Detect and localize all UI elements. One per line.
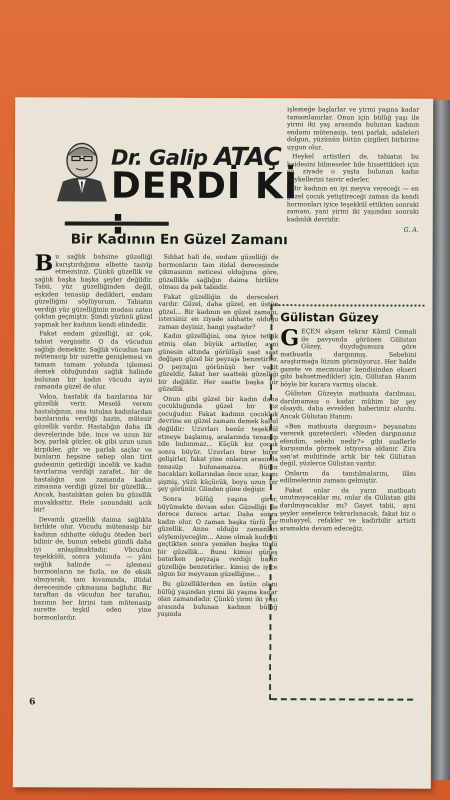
paragraph: «Ben matbuata dargınım» beyanatını vererek gazetecileri: «Neden dargınsınız efendim, sebebi nedir?» gibi suallerle karşısında görmek istiyorsa aldanır. Zira san'at muhitinde artık bir tek Gülistan değil, yüzlerce Gülistan vardır. <box>279 422 417 468</box>
paragraph: Heykel artistleri de, tabiatın bu kaidesini bilmeseler bile hissettikleri için en ziyade o yaşta bulunan kadın heykellerini tasvir ederler. <box>286 153 420 184</box>
article-headline: Bir Kadının En Güzel Zamanı <box>70 231 288 249</box>
paragraph: Bir kadının en iyi meyva vereceği — en güzel çocuk yetiştireceği zaman da kendi hormonları iyice teşekkül ettikten sonraki zamanı, yani yirmi iki yaşından sonraki kadınlık devridir. <box>286 185 419 224</box>
page-number: 6 <box>29 697 36 708</box>
sidebar-box <box>269 304 424 701</box>
article-signature: G. A. <box>403 226 419 234</box>
paragraph: Fakat güzelliğin de dereceleri vardır. Güzel, daha güzel, en üstün güzel... Bir kadının en güzel zamanı, istersiniz en ziyade sıhhatte olduğu zaman deyiniz, hangi yaştadır? <box>158 293 279 332</box>
banner-prefix: Dr. <box>110 145 143 170</box>
banner-name: Galip <box>149 145 208 170</box>
paragraph: Onun gibi güzel bir kadın daha çocukluğunda güzel bir kız çocuğudur. Fakat kadının çocukluk devrine en güzel zamanı demek kabul değildir: Uzuvları henüz teşekkül etmeye başlamış, aralarında tenasüp bile bulunmaz... Küçük kız çocuk sonra büyür. Uzuvları birer birer gelişirler, fakat yine onların arasında tenasüp bulunamazsa. Bütün bacakları kollarından önce uzar, karnı şişmiş, yüzü küçücük, boyu uzun bir şey görünür. Günden güne değişir. <box>157 395 279 494</box>
paragraph: Fakat endam güzelliği, az çok, tabiat vergisidir. O da vücudun sağlığı demektir. Sağlık vücudun tam mütenasip bir surette genişlemesi ve tamam tamam yolunda işlemesi demek olduğundan sağlık halinde bulunan bir kadın vücudu ayni zamanda güzel de olur. <box>34 330 153 391</box>
article-column-3 <box>287 106 419 236</box>
column-banner <box>111 142 311 242</box>
sidebar-text <box>279 325 417 533</box>
sidebar-title: Gülistan Güzey <box>280 310 379 325</box>
article-column-1 <box>33 250 153 624</box>
paragraph: Devamlı güzellik daima sağlıkla birlikte olur. Vücudu mütenasip bir kadının sıhhatte olduğu öteden beri bilinir de, bunun sebebi gündü daha iyi anlaşılmaktadır. Vücudun teşekkülü, sonra yolunda — yâni sağlık halinde — işlemesi hormonların ne fazla, ne de eksik olmıyarak, tam kıvamında, iltidal derecesinde çıkmasına bağlıdır. Bir taraftan da vücudun her tarafını, hazının her birini tam mütenasip surette teşkil eden yine hormonlardır. <box>33 515 152 622</box>
banner-main-title: DERDİ Kİ <box>110 165 299 208</box>
magazine-spine <box>432 100 450 780</box>
paragraph: Gülistan Güzeyin matbuata darılması, darılmaması o kadar mühim bir şey olsaydı, daha evvelden haberimiz olurdu. Ancak Gülistan Hanım: <box>280 390 417 421</box>
paragraph: Fakat onlar da yarın matbuatı unutmıyacaklar mı, onlar da Gülistan gibi darılmıyacaklar mı? Gayet tabii, ayni şeyler senelerce tekrarlanacak, fakat biz o muhayyel, refakler ve kadirbilir artisti aramakta devam edeceğiz. <box>279 487 416 533</box>
paragraph: işlemeğe başlarlar ve yirmi yaşına kadar tamamlanırlar. Onun için bülûğ yaşı ile yirmi iki yaş arasında bulunan kadının endamı mütenasip, teni parlak, adaleleri dolgun, yüzünün bütün çizgileri birbirine uygun olur. <box>287 106 420 152</box>
banner-rule <box>65 221 169 225</box>
banner-surname: ATAÇ <box>214 141 282 172</box>
article-column-2 <box>157 254 278 621</box>
paragraph-text: u sağlık bahsine güzelliği karıştırdığıma elbette tasvip etmezsiniz. Çünkü güzellik ve sağlık başka başka şeyler değildir. Tabii, yüz güzelliğinden değil, eskiden tenasüp dedikleri, endam güzelliğini söylüyorum. Tabiatın verdiği yüz güzelliğinin modası zaten çoktan geçmiştir. Şimdi yüzünü güzel yapmak her kadının kendi elindedir. <box>34 253 153 329</box>
paragraph: Bu güzelliklerden en üstün olanı bülûğ yaşından yirmi iki yaşına kadar olan zamandadır. Çünkü yirmi iki yaşı arasında bulunan kadının bülûğ yaşında <box>157 580 278 619</box>
paragraph: Onların da tanıtılmalarını, ilânı edilmelerinin zamanı gelmiştir. <box>279 470 416 485</box>
paragraph-text: EÇEN akşam tekrar Kâmil Cemali ile pavyonda görünen Gülistan Güzey, duyduğumuza göre matbuatla dargınmış. Sebebini araştırmağa lüzum görmüyoruz. Her halde gazete ve mecmualar kendisinden ekseri gibi bahsetmedikleri için, Gülistan Hanım böyle bir karara varmış olacak. <box>280 328 417 389</box>
paragraph <box>34 250 153 329</box>
drop-cap: B <box>34 250 54 277</box>
paragraph <box>280 325 417 389</box>
paragraph: Sonra bülûğ yaşına girer, büyümekte devam eder. Güzelliği de derece derece artar. Daha sonra kadın olur. O zaman başka türlü bir güzellik. Anne olduğu zamanları söylemiyeceğim... Anne olmak kudreti geçtikten sonra yeniden başka türlü bir güzellik... Bunu kimisi güneş batarken peyzaja verdiği hazin güzelliğe benzetirler.. kimisi de iyice olgun bir meyvanın güzelliğine... <box>157 495 278 579</box>
paragraph: Kadın güzelliğini, ona iyice tetkik etmiş olan büyük artistler, ayni günesin altında görülüşü saat saat değişen güzel bir peyzaja benzetirler. O peyzajın görünüşü her vakit güzeldir, fakat her saatteki güzelliği bir değildir. Her saatte başka bir güzellik. <box>158 333 279 394</box>
author-portrait-icon <box>53 135 111 201</box>
magazine-page <box>13 97 433 788</box>
drop-cap: G <box>280 325 300 352</box>
paragraph: Sıhhat hali de, endam güzelliği de hormonların tam itidal derecesinde çıkmasının neticesi olduğuna göre, güzellikle sağlığın daima birlikte olması da pek tabiidir. <box>158 253 279 292</box>
paragraph: Vakıa, hastalık da bazılarına bir güzellik verir. Meselâ verem hastalığının, ona tutulan kadınlardan bazılarında verdiği hazin, mütesir güzellik vardır. Hastalığın daha ilk devrelerinde bile, ince ve uzun bir boy, parlak gözler, ok gibi uzun uzun kirpikler, gür ve parlak saçlar ve bunların hepsine sebep olan tirit gudesinin getirdiği incelik ve kadın tavırlarına verdiği zarafet.. bir de hastalığın son zamanda kadın zimasına verdiği güzel bir güzellik... Ancak, hastalıktan gelen bu güzellik muvakkattir. Hele sonundaki acık bir! <box>33 393 153 514</box>
